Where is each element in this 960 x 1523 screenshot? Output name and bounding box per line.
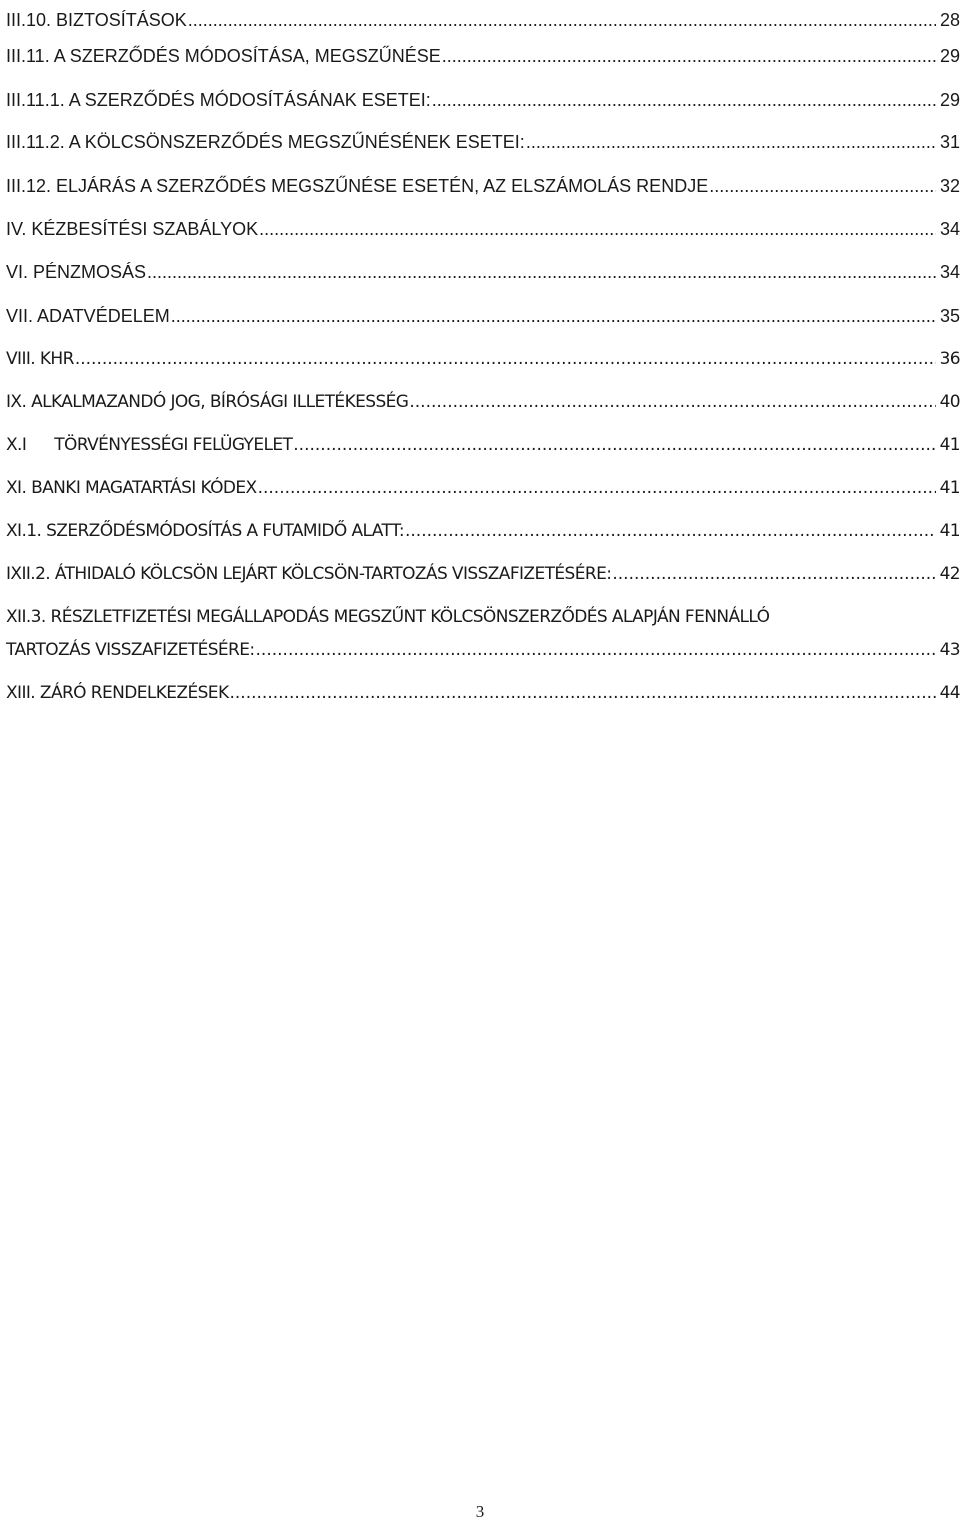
toc-leader-dots (230, 679, 936, 707)
toc-entry[interactable] (6, 431, 960, 459)
toc-entry[interactable] (6, 302, 960, 330)
toc-entry-page: 29 (939, 46, 960, 66)
toc-leader-dots (188, 6, 936, 34)
toc-entry-label: TARTOZÁS VISSZAFIZETÉSÉRE: (6, 640, 255, 660)
toc-entry[interactable] (6, 388, 960, 416)
toc-leader-dots (405, 517, 936, 545)
toc-entry[interactable] (6, 679, 960, 707)
toc-entry[interactable] (6, 345, 960, 373)
toc-entry[interactable] (6, 42, 960, 70)
page-number: 3 (475, 1502, 485, 1521)
toc-entry[interactable] (6, 474, 960, 502)
toc-entry-page: 44 (939, 683, 960, 703)
toc-entry-label: III.11.2. A KÖLCSÖNSZERZŐDÉS MEGSZŰNÉSÉNEK ESETEI: (6, 132, 525, 152)
toc-leader-dots (432, 86, 936, 114)
toc-entry-label: IX. ALKALMAZANDÓ JOG, BÍRÓSÁGI ILLETÉKESSÉG (6, 392, 409, 412)
toc-entry[interactable] (6, 517, 960, 545)
toc-entry-label: XI. BANKI MAGATARTÁSI KÓDEX (6, 478, 257, 498)
toc-entry-number: X.I (6, 435, 27, 455)
toc-entry[interactable] (6, 86, 960, 114)
toc-entry-page: 32 (939, 176, 960, 196)
toc-entry-label: XIII. ZÁRÓ RENDELKEZÉSEK (6, 683, 229, 703)
toc-leader-dots (442, 42, 936, 70)
toc-leader-dots (293, 431, 935, 459)
toc-entry-label: XI.1. SZERZŐDÉSMÓDOSÍTÁS A FUTAMIDŐ ALATT: (6, 521, 404, 541)
toc-entry[interactable] (6, 172, 960, 200)
toc-entry-page: 40 (939, 392, 960, 412)
toc-entry-label: IV. KÉZBESÍTÉSI SZABÁLYOK (6, 219, 259, 239)
toc-entry-page: 31 (939, 132, 960, 152)
toc-entry-label: III.10. BIZTOSÍTÁSOK (6, 10, 187, 30)
toc-leader-dots (526, 128, 936, 156)
toc-entry-label: III.11. A SZERZŐDÉS MÓDOSÍTÁSA, MEGSZŰNÉSE (6, 46, 441, 66)
toc-entry-page: 34 (939, 219, 960, 239)
toc-entry[interactable] (6, 560, 960, 588)
toc-entry-page: 43 (939, 640, 960, 660)
toc-entry-line1[interactable] (6, 603, 960, 631)
toc-leader-dots (147, 258, 936, 286)
toc-leader-dots (171, 302, 936, 330)
toc-entry[interactable] (6, 636, 960, 664)
toc-entry-page: 42 (939, 564, 960, 584)
toc-entry-page: 36 (939, 349, 960, 369)
toc-leader-dots (75, 345, 936, 373)
toc-entry-label: VIII. KHR (6, 349, 74, 369)
toc-leader-dots (709, 172, 936, 200)
toc-leader-dots (259, 215, 936, 243)
toc-leader-dots (409, 388, 935, 416)
toc-entry-label: III.12. ELJÁRÁS A SZERZŐDÉS MEGSZŰNÉSE ESETÉN, AZ ELSZÁMOLÁS RENDJE (6, 176, 709, 196)
toc-entry[interactable] (6, 215, 960, 243)
toc-entry-page: 41 (939, 521, 960, 541)
toc-leader-dots (258, 474, 936, 502)
toc-entry-page: 41 (939, 435, 960, 455)
toc-entry-page: 28 (939, 10, 960, 30)
toc-entry-title: TÖRVÉNYESSÉGI FELÜGYELET (54, 435, 293, 455)
toc-entry[interactable] (6, 6, 960, 34)
toc-entry-label: III.11.1. A SZERZŐDÉS MÓDOSÍTÁSÁNAK ESETEI: (6, 90, 431, 110)
toc-entry-page: 29 (939, 90, 960, 110)
toc-entry-label: IXII.2. ÁTHIDALÓ KÖLCSÖN LEJÁRT KÖLCSÖN-TARTOZÁS VISSZAFIZETÉSÉRE: (6, 564, 612, 584)
toc-entry[interactable] (6, 258, 960, 286)
toc-entry-label: VI. PÉNZMOSÁS (6, 262, 147, 282)
toc-entry-label (6, 431, 293, 459)
toc-entry[interactable] (6, 128, 960, 156)
toc-entry-label: XII.3. RÉSZLETFIZETÉSI MEGÁLLAPODÁS MEGSZŰNT KÖLCSÖNSZERZŐDÉS ALAPJÁN FENNÁLLÓ (6, 607, 770, 627)
toc-entry-page: 41 (939, 478, 960, 498)
toc-leader-dots (612, 560, 935, 588)
toc-entry-page: 34 (939, 262, 960, 282)
toc-leader-dots (256, 636, 936, 664)
toc-entry-page: 35 (939, 306, 960, 326)
toc-entry-label: VII. ADATVÉDELEM (6, 306, 170, 326)
